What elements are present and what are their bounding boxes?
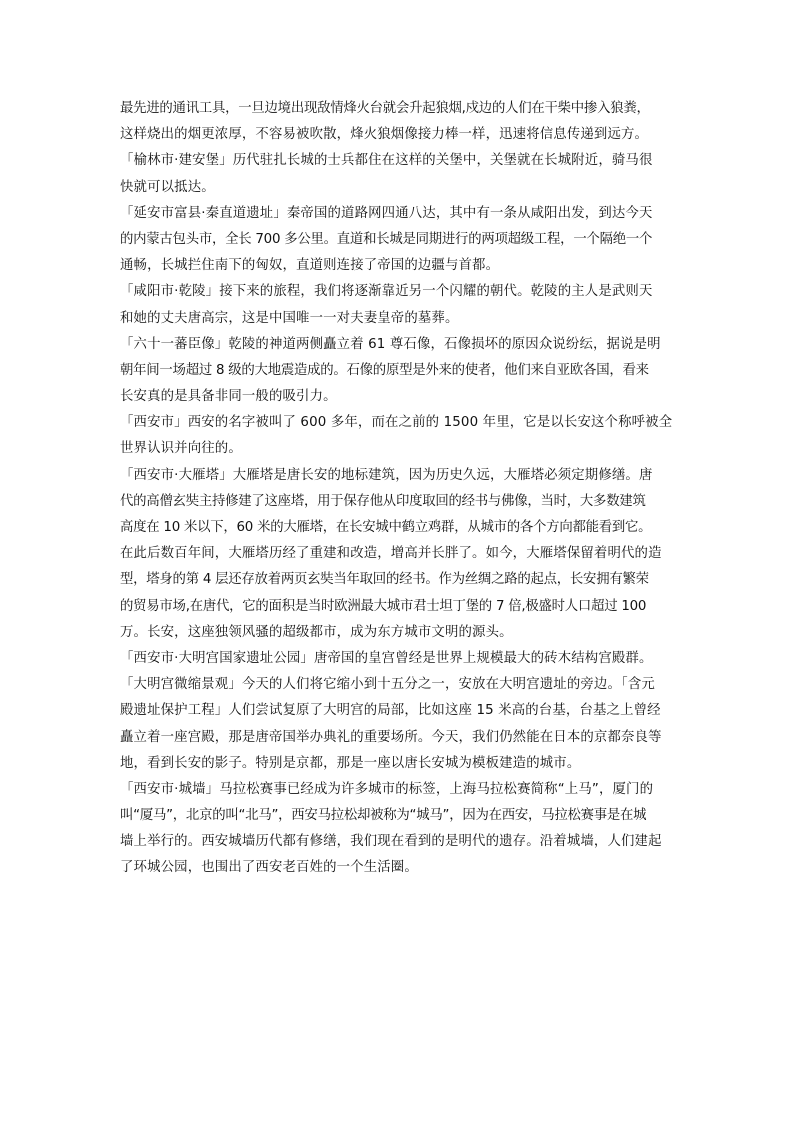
text-line: 「西安市·大雁塔」大雁塔是唐长安的地标建筑，因为历史久远，大雁塔必须定期修缮。唐	[120, 467, 653, 483]
text-line: 高度在 10 米以下，60 米的大雁塔，在长安城中鹤立鸡群，从城市的各个方向都能看到它。	[120, 520, 652, 535]
text-line: 墙上举行的。西安城墙历代都有修缮，我们现在看到的是明代的遗存。沿着城墙，人们建起	[120, 834, 662, 850]
text-line: 朝年间一场超过 8 级的大地震造成的。石像的原型是外来的使者，他们来自亚欧各国，看来	[120, 362, 649, 378]
text-line: 「延安市富县·秦直道遗址」秦帝国的道路网四通八达，其中有一条从咸阳出发，到达今天	[120, 205, 653, 221]
text-line: 最先进的通讯工具，一旦边境出现敌情烽火台就会升起狼烟,戍边的人们在干柴中掺入狼粪，	[120, 101, 650, 116]
text-line: 「榆林市·建安堡」历代驻扎长城的士兵都住在这样的关堡中，关堡就在长城附近，骑马很	[120, 153, 653, 169]
text-line: 世界认识并向往的。	[120, 441, 242, 457]
text-line: 代的高僧玄奘主持修建了这座塔，用于保存他从印度取回的经书与佛像，当时，大多数建筑	[120, 493, 646, 509]
text-line: 在此后数百年间，大雁塔历经了重建和改造，增高并长胖了。如今，大雁塔保留着明代的造	[120, 546, 662, 562]
body-text	[120, 96, 680, 882]
text-line: 的内蒙古包头市，全长 700 多公里。直道和长城是同期进行的两项超级工程，一个隔绝一个	[120, 231, 653, 247]
text-line: 这样烧出的烟更浓厚，不容易被吹散，烽火狼烟像接力棒一样，迅速将信息传递到远方。	[120, 127, 649, 143]
text-line: 「西安市·大明宫国家遗址公园」唐帝国的皇宫曾经是世界上规模最大的砖木结构宫殿群。	[120, 650, 653, 666]
text-line: 万。长安，这座独领风骚的超级都市，成为东方城市文明的源头。	[120, 624, 513, 640]
text-line: 地，看到长安的影子。特别是京都，那是一座以唐长安城为模板建造的城市。	[120, 755, 581, 771]
text-line: 「咸阳市·乾陵」接下来的旅程，我们将逐渐靠近另一个闪耀的朝代。乾陵的主人是武则天	[120, 284, 653, 300]
text-line: 「六十一蕃臣像」乾陵的神道两侧矗立着 61 尊石像，石像损坏的原因众说纷纭，据说是明	[120, 336, 661, 352]
text-line: 通畅，长城拦住南下的匈奴，直道则连接了帝国的边疆与首都。	[120, 258, 500, 274]
text-line: 殿遗址保护工程」人们尝试复原了大明宫的局部，比如这座 15 米高的台基，台基之上曾经	[120, 703, 661, 719]
text-line: 和她的丈夫唐高宗，这是中国唯一一对夫妻皇帝的墓葬。	[120, 310, 459, 326]
text-line: 矗立着一座宫殿，那是唐帝国举办典礼的重要场所。今天，我们仍然能在日本的京都奈良等	[120, 729, 662, 745]
text-line: 叫“厦马”，北京的叫“北马”，西安马拉松却被称为“城马”，因为在西安，马拉松赛事是在城	[120, 808, 647, 824]
text-line: 了环城公园，也围出了西安老百姓的一个生活圈。	[120, 860, 418, 876]
text-line: 快就可以抵达。	[120, 179, 215, 195]
text-line: 长安真的是具备非同一般的吸引力。	[120, 389, 337, 405]
text-line: 「西安市·城墙」马拉松赛事已经成为许多城市的标签，上海马拉松赛简称“上马”，厦门的	[120, 781, 654, 797]
text-line: 「大明宫微缩景观」今天的人们将它缩小到十五分之一，安放在大明宫遗址的旁边。「含元	[120, 677, 655, 693]
text-line: 「西安市」西安的名字被叫了 600 多年，而在之前的 1500 年里，它是以长安这个称呼被全	[120, 415, 673, 431]
text-line: 的贸易市场,在唐代，它的面积是当时欧洲最大城市君士坦丁堡的 7 倍,极盛时人口超过 100	[120, 598, 647, 614]
text-line: 型，塔身的第 4 层还存放着两页玄奘当年取回的经书。作为丝绸之路的起点，长安拥有繁荣	[120, 572, 649, 588]
